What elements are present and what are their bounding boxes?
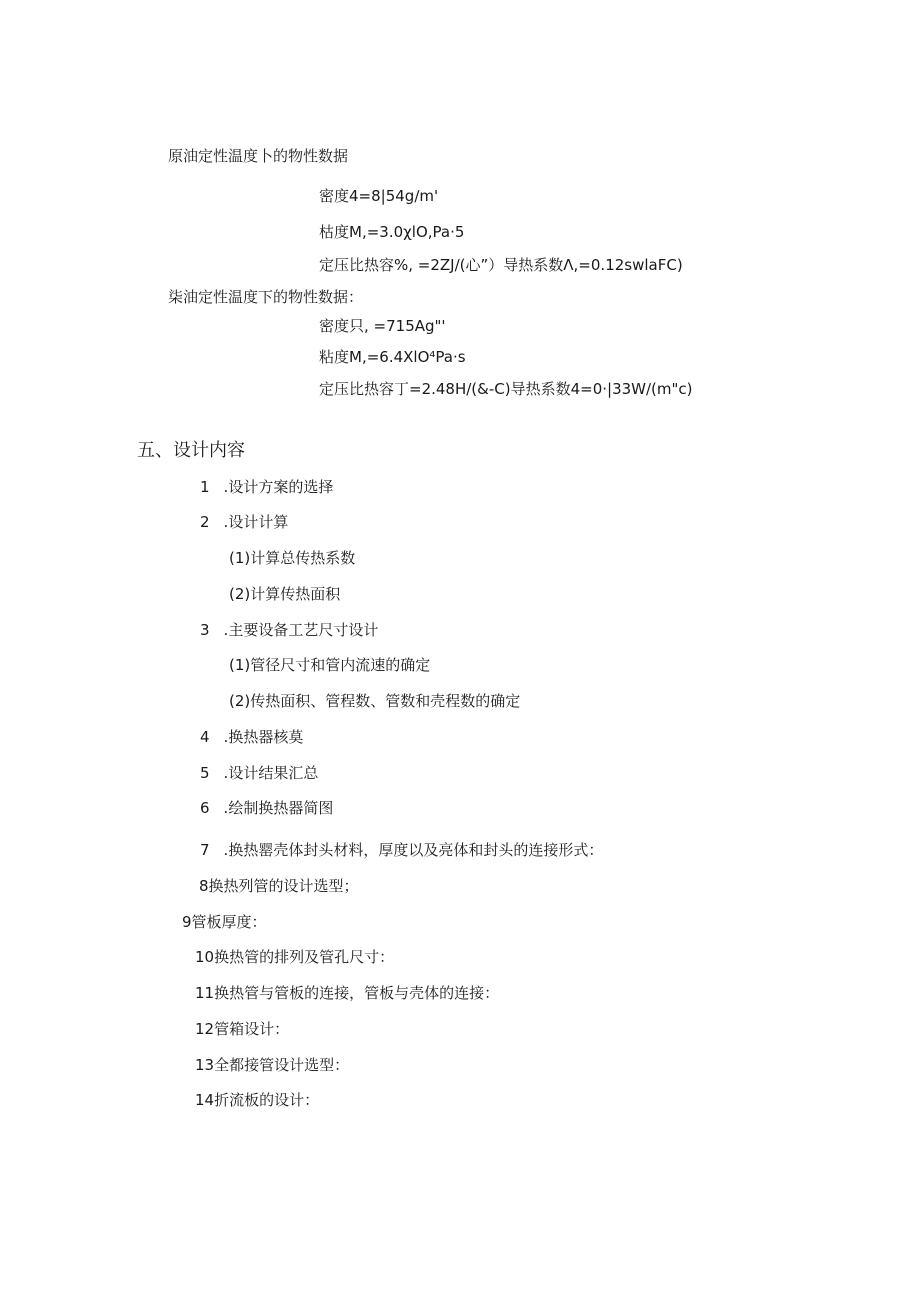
item-text: .设计计算 xyxy=(223,513,289,531)
list-item xyxy=(195,1090,319,1110)
item-number: 5 xyxy=(200,764,210,782)
item-number: 6 xyxy=(200,799,210,817)
list-item xyxy=(229,691,520,711)
list-item xyxy=(195,1019,289,1039)
item-text: .换热器核莫 xyxy=(223,728,304,746)
item-number: 11 xyxy=(195,984,215,1002)
item-text: 换热管的排列及管孔尺寸： xyxy=(214,948,395,966)
diesel-density: 密度只, =715Ag"' xyxy=(319,317,446,335)
item-number: 8 xyxy=(199,877,209,895)
list-item xyxy=(200,477,333,497)
item-text: 管板厚度： xyxy=(191,913,267,931)
list-item xyxy=(229,655,430,675)
item-text: .设计方案的选择 xyxy=(223,478,334,496)
diesel-heading: 柒油定性温度下的物性数据： xyxy=(168,288,364,306)
item-number: (1) xyxy=(229,549,251,567)
item-text: 计算传热面积 xyxy=(250,585,341,603)
crude-oil-heading: 原油定性温度卜的物性数据 xyxy=(168,147,349,165)
list-item xyxy=(182,912,267,932)
item-text: 换热列管的设计选型； xyxy=(208,877,359,895)
item-text: 管箱设计： xyxy=(214,1020,290,1038)
item-text: 全都接管设计选型： xyxy=(214,1056,350,1074)
item-number: 1 xyxy=(200,478,210,496)
diesel-viscosity: 粘度M,=6.4XlO⁴Pa·s xyxy=(319,348,466,366)
list-item xyxy=(200,512,288,532)
crude-oil-viscosity: 枯度M,=3.0χlO,Pa·5 xyxy=(319,223,465,241)
item-text: 折流板的设计： xyxy=(214,1091,320,1109)
item-number: 9 xyxy=(182,913,192,931)
item-text: .主要设备工艺尺寸设计 xyxy=(223,621,379,639)
item-number: 12 xyxy=(195,1020,215,1038)
item-text: 传热面积、管程数、管数和壳程数的确定 xyxy=(250,692,521,710)
item-text: 计算总传热系数 xyxy=(250,549,356,567)
list-item xyxy=(195,1055,349,1075)
list-item xyxy=(200,798,333,818)
crude-oil-heat-properties: 定压比热容%, =2ZJ∕(心”）导热系数Λ,=0.12swlaFC) xyxy=(319,256,683,274)
list-item xyxy=(199,876,359,896)
list-item xyxy=(229,584,340,604)
item-number: 4 xyxy=(200,728,210,746)
item-number: 3 xyxy=(200,621,210,639)
item-number: 2 xyxy=(200,513,210,531)
list-item xyxy=(200,620,378,640)
item-number: (2) xyxy=(229,585,251,603)
section-title: 五、设计内容 xyxy=(137,440,245,461)
list-item xyxy=(229,548,355,568)
list-item xyxy=(200,727,303,747)
item-text: 管径尺寸和管内流速的确定 xyxy=(250,656,431,674)
item-text: .换热罂壳体封头材料，厚度以及亮体和封头的连接形式： xyxy=(223,841,604,859)
item-number: 10 xyxy=(195,948,215,966)
item-text: .绘制换热器简图 xyxy=(223,799,334,817)
crude-oil-density: 密度4=8|54g∕m' xyxy=(319,187,439,205)
item-text: .设计结果汇总 xyxy=(223,764,319,782)
item-number: 14 xyxy=(195,1091,215,1109)
list-item xyxy=(195,947,394,967)
list-item xyxy=(195,983,499,1003)
diesel-heat-properties: 定压比热容丁=2.48H/(&-C)导热系数4=0·|33W∕(m"c) xyxy=(319,380,693,398)
item-number: (2) xyxy=(229,692,251,710)
item-number: 7 xyxy=(200,841,210,859)
item-text: 换热管与管板的连接，管板与壳体的连接： xyxy=(214,984,500,1002)
list-item xyxy=(200,763,318,783)
list-item xyxy=(200,840,603,860)
item-number: (1) xyxy=(229,656,251,674)
item-number: 13 xyxy=(195,1056,215,1074)
